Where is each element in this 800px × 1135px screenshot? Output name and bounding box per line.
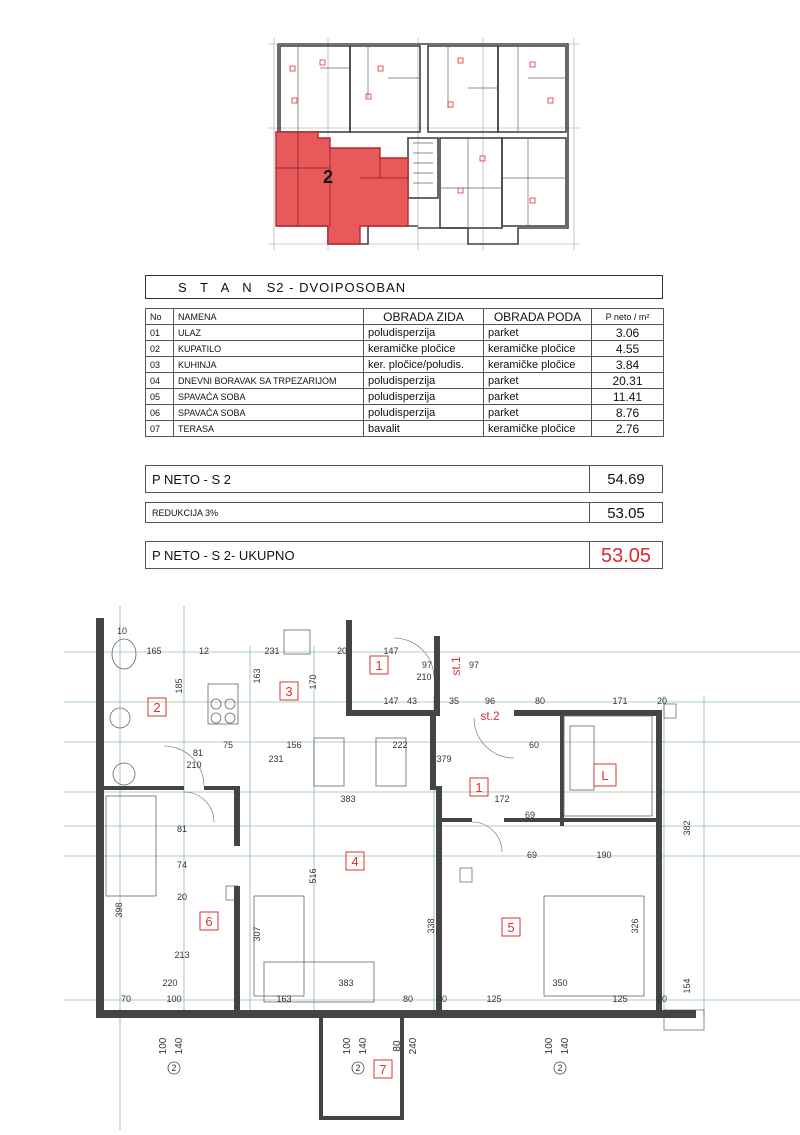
- floor-plan: [64, 606, 800, 1130]
- total-value: 53.05: [600, 545, 652, 567]
- dimension: 40: [436, 994, 448, 1004]
- row-area: 3.84: [592, 357, 664, 373]
- reduction-label: REDUKCIJA 3%: [146, 503, 590, 522]
- header-no: No: [146, 309, 174, 325]
- dimension: 165: [146, 646, 162, 656]
- highlighted-unit-label: 2: [322, 167, 334, 187]
- dimension: 156: [286, 740, 302, 750]
- dimension: 81: [192, 748, 204, 758]
- dimension: 81: [176, 824, 188, 834]
- row-name: ULAZ: [174, 325, 364, 341]
- total-row: [145, 541, 663, 569]
- window-dimension: 100: [544, 1037, 555, 1055]
- row-wall: poludisperzija: [364, 389, 484, 405]
- room-table: [145, 308, 664, 437]
- reduction-row: [145, 502, 663, 523]
- dimension: 171: [612, 696, 628, 706]
- neto-label: P NETO - S 2: [146, 466, 590, 492]
- row-area: 20.31: [592, 373, 664, 389]
- dimension: 74: [176, 860, 188, 870]
- dimension: 100: [166, 994, 182, 1004]
- room-number: 3: [285, 684, 293, 699]
- room-number: 1: [475, 780, 483, 795]
- header-name: NAMENA: [174, 309, 364, 325]
- dimension: 350: [552, 978, 568, 988]
- dimension: 35: [448, 696, 460, 706]
- row-area: 11.41: [592, 389, 664, 405]
- row-name: DNEVNI BORAVAK SA TRPEZARIJOM: [174, 373, 364, 389]
- dimension: 20: [656, 696, 668, 706]
- row-no: 04: [146, 373, 174, 389]
- row-no: 01: [146, 325, 174, 341]
- dimension: 190: [596, 850, 612, 860]
- room-number: L: [601, 768, 609, 783]
- stair-label: st.2: [480, 709, 500, 723]
- dimension: 398: [114, 902, 124, 918]
- dimension: 326: [630, 918, 640, 934]
- dimension: 125: [612, 994, 628, 1004]
- dimension: 96: [484, 696, 496, 706]
- dimension: 97: [468, 660, 480, 670]
- dimension: 231: [268, 754, 284, 764]
- row-area: 3.06: [592, 325, 664, 341]
- dimension: 69: [524, 810, 536, 820]
- window-dimension: 100: [158, 1037, 169, 1055]
- dimension: 383: [340, 794, 356, 804]
- dimension: 60: [528, 740, 540, 750]
- dimension: 210: [416, 672, 432, 682]
- row-no: 03: [146, 357, 174, 373]
- row-wall: poludisperzija: [364, 405, 484, 421]
- row-floor: parket: [484, 389, 592, 405]
- schedule-title-prefix: S T A N: [178, 280, 257, 295]
- dimension: 20: [336, 646, 348, 656]
- dimension: 125: [486, 994, 502, 1004]
- row-no: 06: [146, 405, 174, 421]
- dimension: 231: [264, 646, 280, 656]
- room-number: 7: [379, 1062, 387, 1077]
- table-row: [146, 389, 664, 405]
- row-area: 2.76: [592, 421, 664, 437]
- row-floor: keramičke pločice: [484, 421, 592, 437]
- dimension: 12: [198, 646, 210, 656]
- row-floor: parket: [484, 373, 592, 389]
- dimension: 43: [406, 696, 418, 706]
- row-name: KUHINJA: [174, 357, 364, 373]
- reduction-value: 53.05: [607, 505, 645, 522]
- table-row: [146, 373, 664, 389]
- dimension: 20: [176, 892, 188, 902]
- highlighted-unit-s2: [276, 132, 408, 244]
- floor-plan-drawing: [64, 606, 800, 1130]
- dimension: 383: [338, 978, 354, 988]
- dimension: 163: [252, 668, 262, 684]
- header-wall: OBRADA ZIDA: [364, 309, 484, 325]
- dimension: 185: [174, 678, 184, 694]
- dimension: 516: [308, 868, 318, 884]
- table-row: [146, 357, 664, 373]
- row-floor: parket: [484, 405, 592, 421]
- dimension: 20: [656, 994, 668, 1004]
- row-name: SPAVAĆA SOBA: [174, 405, 364, 421]
- row-no: 07: [146, 421, 174, 437]
- room-number: 4: [351, 854, 359, 869]
- neto-row: [145, 465, 663, 493]
- stair-label: st.1: [449, 656, 463, 676]
- room-number: 2: [153, 700, 161, 715]
- dimension: 222: [392, 740, 408, 750]
- dimension: 75: [222, 740, 234, 750]
- row-wall: ker. pločice/poludis.: [364, 357, 484, 373]
- dimension: 154: [682, 978, 692, 994]
- window-dimension: 100: [342, 1037, 353, 1055]
- window-dimension: 140: [174, 1037, 185, 1055]
- dimension: 70: [120, 994, 132, 1004]
- key-plan: [268, 38, 580, 250]
- table-row: [146, 421, 664, 437]
- dimension: 338: [426, 918, 436, 934]
- dimension: 379: [436, 754, 452, 764]
- row-wall: poludisperzija: [364, 373, 484, 389]
- header-floor: OBRADA PODA: [484, 309, 592, 325]
- dimension: 80: [402, 994, 414, 1004]
- window-dimension: 140: [560, 1037, 571, 1055]
- window-marker: 2: [557, 1063, 563, 1073]
- row-name: KUPATILO: [174, 341, 364, 357]
- dimension: 213: [174, 950, 190, 960]
- row-name: SPAVAĆA SOBA: [174, 389, 364, 405]
- total-label: P NETO - S 2- UKUPNO: [146, 542, 590, 568]
- dimension: 307: [252, 926, 262, 942]
- dimension: 147: [383, 696, 399, 706]
- dimension: 80: [534, 696, 546, 706]
- schedule-title-text: S2 - DVOIPOSOBAN: [266, 280, 407, 295]
- key-plan-drawing: [268, 38, 580, 250]
- row-wall: bavalit: [364, 421, 484, 437]
- room-number: 1: [375, 658, 383, 673]
- window-marker: 2: [171, 1063, 177, 1073]
- dimension: 163: [276, 994, 292, 1004]
- dimension: 172: [494, 794, 510, 804]
- table-row: [146, 325, 664, 341]
- dimension: 170: [308, 674, 318, 690]
- window-dimension: 240: [408, 1037, 419, 1055]
- row-floor: keramičke pločice: [484, 357, 592, 373]
- dimension: 382: [682, 820, 692, 836]
- row-area: 8.76: [592, 405, 664, 421]
- room-schedule: [145, 275, 663, 437]
- table-row: [146, 405, 664, 421]
- schedule-title: [145, 275, 663, 299]
- neto-value: 54.69: [607, 471, 645, 488]
- dimension: 210: [186, 760, 202, 770]
- row-name: TERASA: [174, 421, 364, 437]
- row-wall: keramičke pločice: [364, 341, 484, 357]
- row-area: 4.55: [592, 341, 664, 357]
- row-no: 02: [146, 341, 174, 357]
- room-number: 5: [507, 920, 515, 935]
- dimension: 10: [116, 626, 128, 636]
- window-dimension: 80: [392, 1040, 403, 1052]
- window-dimension: 140: [358, 1037, 369, 1055]
- dimension: 69: [526, 850, 538, 860]
- header-area: P neto / m²: [592, 309, 664, 325]
- dimension: 220: [162, 978, 178, 988]
- room-number: 6: [205, 914, 213, 929]
- table-row: [146, 341, 664, 357]
- row-wall: poludisperzija: [364, 325, 484, 341]
- dimension: 97: [421, 660, 433, 670]
- dimension: 147: [383, 646, 399, 656]
- row-no: 05: [146, 389, 174, 405]
- row-floor: keramičke pločice: [484, 341, 592, 357]
- row-floor: parket: [484, 325, 592, 341]
- table-header-row: [146, 309, 664, 325]
- window-marker: 2: [355, 1063, 361, 1073]
